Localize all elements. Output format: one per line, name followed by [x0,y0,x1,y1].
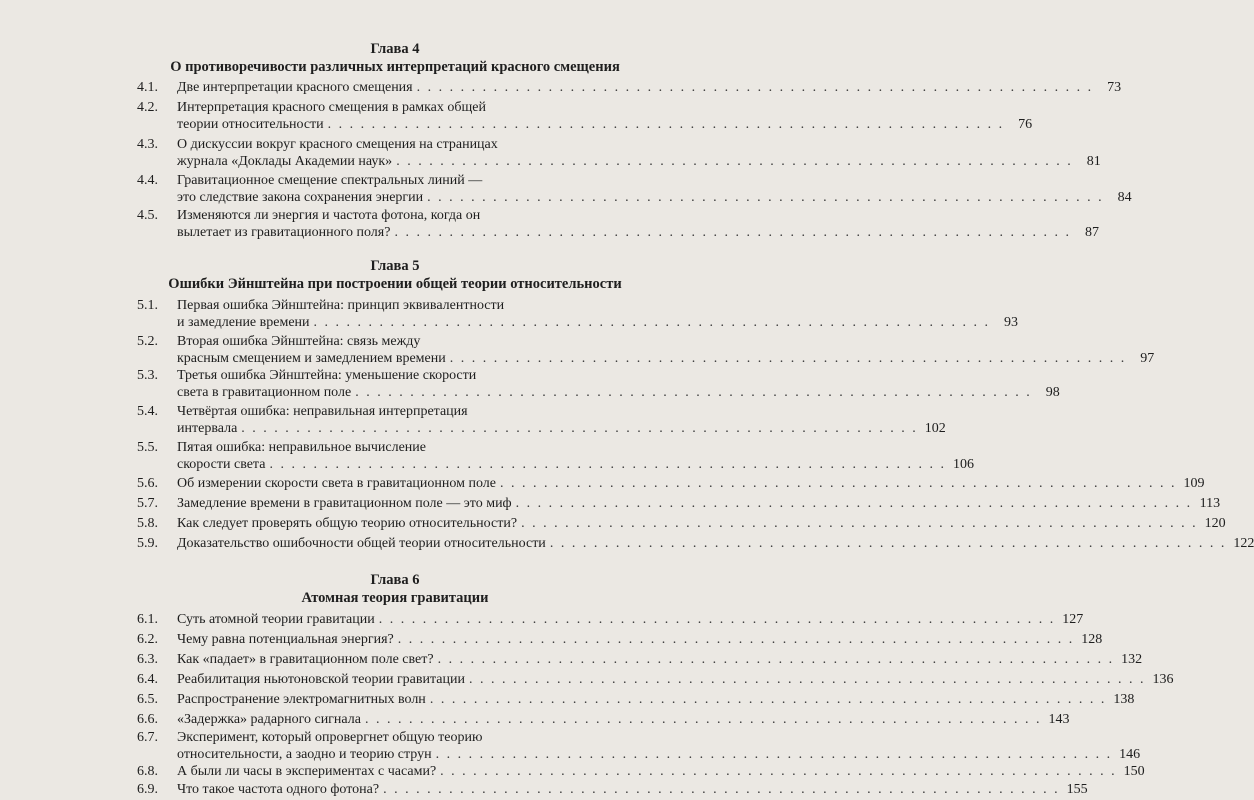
entry-number: 4.1. [137,80,158,95]
entry-title: света в гравитационном поле [177,385,352,400]
entry-number: 5.1. [137,298,158,313]
leader-dots: . . . . . . . . . . . . . . . . . . . . . . . . . . . . . . . . . . . . . . . . . . . . . . . . . . . . . . . . . . . . . . [269,457,946,472]
entry-number: 5.2. [137,334,158,349]
entry-number: 5.7. [137,496,158,511]
chapter-title: Ошибки Эйнштейна при построении общей теории относительности [168,276,622,292]
chapter-heading [130,257,660,293]
entry-page: 81 [1086,154,1101,169]
entry-number: 6.7. [137,730,158,745]
entry-title: интервала [177,421,238,436]
entry-page: 84 [1117,190,1132,205]
entry-title: теории относительности [177,117,324,132]
entry-title-line: Вторая ошибка Эйнштейна: связь между [177,334,421,349]
entry-page: 106 [952,457,974,472]
chapter-title: О противоречивости различных интерпретаций красного смещения [170,59,620,75]
entry-title: скорости света [177,457,266,472]
leader-dots: . . . . . . . . . . . . . . . . . . . . . . . . . . . . . . . . . . . . . . . . . . . . . . . . . . . . . . . . . . . . . . [378,612,1056,627]
entry-page: 76 [1018,117,1033,132]
entry-page: 132 [1121,652,1143,667]
entry-page: 128 [1081,632,1103,647]
entry-title: Распространение электромагнитных волн [177,692,426,707]
entry-title: и замедление времени [177,315,310,330]
entry-title-line: Эксперимент, который опровергнет общую теорию [177,730,483,745]
entry-page: 102 [924,421,946,436]
entry-page: 127 [1062,612,1084,627]
entry-page: 120 [1204,516,1226,531]
entry-title: красным смещением и замедлением времени [177,351,446,366]
entry-title: это следствие закона сохранения энергии [177,190,424,205]
chapter-number: Глава 4 [370,41,420,57]
entry-number: 5.6. [137,476,158,491]
entry-page: 109 [1183,476,1205,491]
entry-number: 6.4. [137,672,158,687]
entry-title: А были ли часы в экспериментах с часами? [177,764,437,779]
leader-dots: . . . . . . . . . . . . . . . . . . . . . . . . . . . . . . . . . . . . . . . . . . . . . . . . . . . . . . . . . . . . . . [416,80,1094,95]
entry-page: 138 [1113,692,1135,707]
entry-title-line: Третья ошибка Эйнштейна: уменьшение скорости [177,368,477,383]
entry-number: 5.3. [137,368,158,383]
entry-number: 5.8. [137,516,158,531]
entry-number: 5.4. [137,404,158,419]
entry-page: 150 [1123,764,1145,779]
entry-number: 6.2. [137,632,158,647]
entry-title-line: Интерпретация красного смещения в рамках общей [177,100,486,115]
leader-dots: . . . . . . . . . . . . . . . . . . . . . . . . . . . . . . . . . . . . . . . . . . . . . . . . . . . . . . . . . . . . . . [515,496,1193,511]
entry-page: 143 [1048,712,1070,727]
leader-dots: . . . . . . . . . . . . . . . . . . . . . . . . . . . . . . . . . . . . . . . . . . . . . . . . . . . . . . . . . . . . . . [437,652,1115,667]
leader-dots: . . . . . . . . . . . . . . . . . . . . . . . . . . . . . . . . . . . . . . . . . . . . . . . . . . . . . . . . . . . . . . [394,225,1071,240]
leader-dots: . . . . . . . . . . . . . . . . . . . . . . . . . . . . . . . . . . . . . . . . . . . . . . . . . . . . . . . . . . . . . . [500,476,1177,491]
entry-number: 4.3. [137,137,158,152]
entry-page: 93 [1004,315,1019,330]
entry-number: 6.6. [137,712,158,727]
entry-page: 73 [1107,80,1122,95]
entry-title-line: О дискуссии вокруг красного смещения на страницах [177,137,498,152]
entry-title: Две интерпретации красного смещения [177,80,413,95]
entry-title: «Задержка» радарного сигнала [177,712,361,727]
entry-page: 97 [1140,351,1155,366]
leader-dots: . . . . . . . . . . . . . . . . . . . . . . . . . . . . . . . . . . . . . . . . . . . . . . . . . . . . . . . . . . . . . . [521,516,1198,531]
entry-number: 6.9. [137,782,158,797]
entry-title-line: Первая ошибка Эйнштейна: принцип эквивалентности [177,298,505,313]
entry-title: Суть атомной теории гравитации [177,612,375,627]
leader-dots: . . . . . . . . . . . . . . . . . . . . . . . . . . . . . . . . . . . . . . . . . . . . . . . . . . . . . . . . . . . . . . [327,117,1005,132]
chapter-number: Глава 6 [370,572,420,588]
entry-title: относительности, а заодно и теорию струн [177,747,432,762]
entry-page: 87 [1084,225,1099,240]
entry-title: журнала «Доклады Академии наук» [177,154,393,169]
entry-title: Об измерении скорости света в гравитационном поле [177,476,496,491]
entry-number: 5.9. [137,536,158,551]
leader-dots: . . . . . . . . . . . . . . . . . . . . . . . . . . . . . . . . . . . . . . . . . . . . . . . . . . . . . . . . . . . . . . [397,632,1075,647]
entry-number: 4.4. [137,173,158,188]
entry-title-line: Изменяются ли энергия и частота фотона, когда он [177,208,481,223]
leader-dots: . . . . . . . . . . . . . . . . . . . . . . . . . . . . . . . . . . . . . . . . . . . . . . . . . . . . . . . . . . . . . . [383,782,1060,797]
leader-dots: . . . . . . . . . . . . . . . . . . . . . . . . . . . . . . . . . . . . . . . . . . . . . . . . . . . . . . . . . . . . . . [449,351,1127,366]
entry-title: Реабилитация ньютоновской теории гравитации [177,672,465,687]
leader-dots: . . . . . . . . . . . . . . . . . . . . . . . . . . . . . . . . . . . . . . . . . . . . . . . . . . . . . . . . . . . . . . [241,421,918,436]
entry-number: 4.5. [137,208,158,223]
entry-number: 6.1. [137,612,158,627]
leader-dots: . . . . . . . . . . . . . . . . . . . . . . . . . . . . . . . . . . . . . . . . . . . . . . . . . . . . . . . . . . . . . . [396,154,1073,169]
leader-dots: . . . . . . . . . . . . . . . . . . . . . . . . . . . . . . . . . . . . . . . . . . . . . . . . . . . . . . . . . . . . . . [355,385,1032,400]
entry-title: Что такое частота одного фотона? [177,782,380,797]
entry-page: 155 [1066,782,1088,797]
leader-dots: . . . . . . . . . . . . . . . . . . . . . . . . . . . . . . . . . . . . . . . . . . . . . . . . . . . . . . . . . . . . . . [364,712,1042,727]
entry-page: 146 [1119,747,1141,762]
entry-number: 4.2. [137,100,158,115]
entry-number: 6.5. [137,692,158,707]
entry-title: Как следует проверять общую теорию относительности? [177,516,518,531]
entry-number: 5.5. [137,440,158,455]
leader-dots: . . . . . . . . . . . . . . . . . . . . . . . . . . . . . . . . . . . . . . . . . . . . . . . . . . . . . . . . . . . . . . [429,692,1107,707]
entry-title: Доказательство ошибочности общей теории относительности [177,536,546,551]
entry-title-line: Пятая ошибка: неправильное вычисление [177,440,427,455]
entry-title: вылетает из гравитационного поля? [177,225,391,240]
entry-title: Чему равна потенциальная энергия? [177,632,394,647]
entry-page: 113 [1199,496,1221,511]
entry-number: 6.8. [137,764,158,779]
chapter-number: Глава 5 [370,258,420,274]
leader-dots: . . . . . . . . . . . . . . . . . . . . . . . . . . . . . . . . . . . . . . . . . . . . . . . . . . . . . . . . . . . . . . [549,536,1227,551]
entry-page: 122 [1233,536,1254,551]
chapter-heading [130,40,660,76]
leader-dots: . . . . . . . . . . . . . . . . . . . . . . . . . . . . . . . . . . . . . . . . . . . . . . . . . . . . . . . . . . . . . . [435,747,1113,762]
leader-dots: . . . . . . . . . . . . . . . . . . . . . . . . . . . . . . . . . . . . . . . . . . . . . . . . . . . . . . . . . . . . . . [468,672,1146,687]
entry-title-line: Гравитационное смещение спектральных линий — [177,173,483,188]
entry-number: 6.3. [137,652,158,667]
chapter-title: Атомная теория гравитации [301,590,489,606]
leader-dots: . . . . . . . . . . . . . . . . . . . . . . . . . . . . . . . . . . . . . . . . . . . . . . . . . . . . . . . . . . . . . . [313,315,991,330]
chapter-heading [130,571,660,607]
entry-title-line: Четвёртая ошибка: неправильная интерпретация [177,404,468,419]
entry-title: Как «падает» в гравитационном поле свет? [177,652,434,667]
entry-page: 98 [1045,385,1060,400]
entry-page: 136 [1152,672,1174,687]
leader-dots: . . . . . . . . . . . . . . . . . . . . . . . . . . . . . . . . . . . . . . . . . . . . . . . . . . . . . . . . . . . . . . [440,764,1117,779]
leader-dots: . . . . . . . . . . . . . . . . . . . . . . . . . . . . . . . . . . . . . . . . . . . . . . . . . . . . . . . . . . . . . . [427,190,1104,205]
entry-title: Замедление времени в гравитационном поле — это миф [177,496,512,511]
